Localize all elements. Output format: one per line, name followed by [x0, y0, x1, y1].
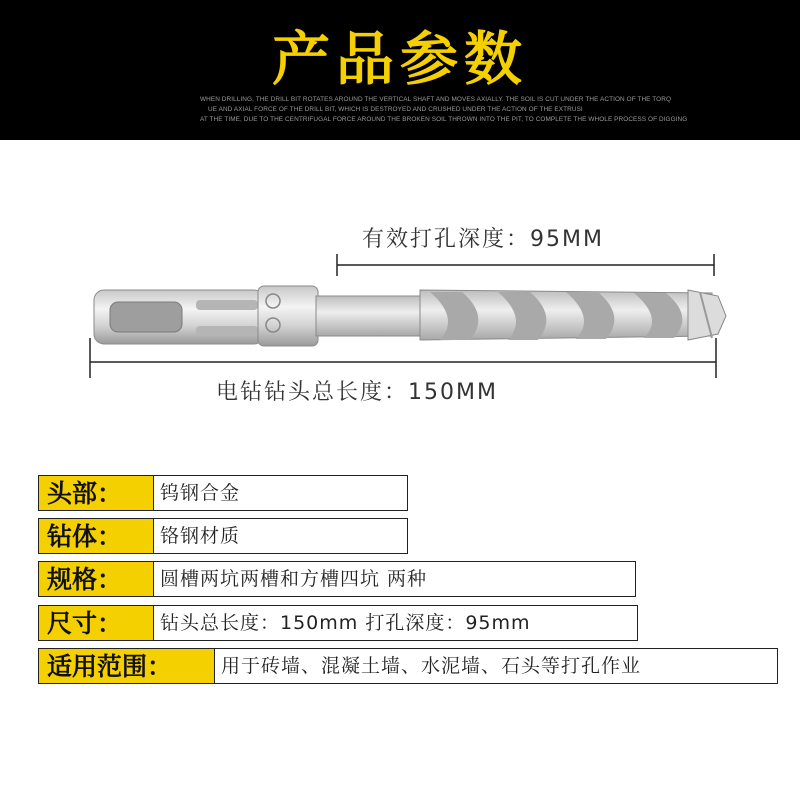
- spec-row-body: [38, 518, 408, 556]
- spec-value: 铬钢材质: [154, 518, 408, 554]
- spec-key: 适用范围：: [38, 648, 215, 684]
- header-description-line: WHEN DRILLING, THE DRILL BIT ROTATES AROUND THE VERTICAL SHAFT AND MOVES AXIALLY. THE SOIL IS CUT UNDER THE ACTION OF THE TORQ: [200, 96, 672, 103]
- spec-value: 钻头总长度：150mm 打孔深度：95mm: [154, 605, 638, 641]
- header-description-line: AT THE TIME, DUE TO THE CENTRIFUGAL FORCE AROUND THE BROKEN SOIL THROWN INTO THE PIT, TO COMPLETE THE WHOLE PROCESS OF DIGGING: [200, 116, 688, 123]
- spec-value: 用于砖墙、混凝土墙、水泥墙、石头等打孔作业: [215, 648, 778, 684]
- spec-row-size: [38, 605, 638, 643]
- spec-key: 尺寸：: [38, 605, 154, 641]
- spec-key: 规格：: [38, 561, 154, 597]
- spec-value: 钨钢合金: [154, 475, 408, 511]
- spec-key: 钻体：: [38, 518, 154, 554]
- spec-row-head: [38, 475, 408, 513]
- drill-bit: [94, 286, 726, 346]
- spec-row-usage: [38, 648, 778, 686]
- spec-value: 圆槽两坑两槽和方槽四坑 两种: [154, 561, 636, 597]
- spec-row-spec: [38, 561, 636, 599]
- total-length-label: 电钻钻头总长度：150MM: [216, 380, 498, 405]
- header-description-line: UE AND AXIAL FORCE OF THE DRILL BIT, WHICH IS DESTROYED AND CRUSHED UNDER THE ACTION OF THE EXTRUSI: [208, 106, 583, 113]
- depth-dimension-line: [337, 254, 714, 276]
- drilling-depth-label: 有效打孔深度：95MM: [362, 227, 604, 252]
- spec-key: 头部：: [38, 475, 154, 511]
- page-title: 产品参数: [271, 25, 528, 93]
